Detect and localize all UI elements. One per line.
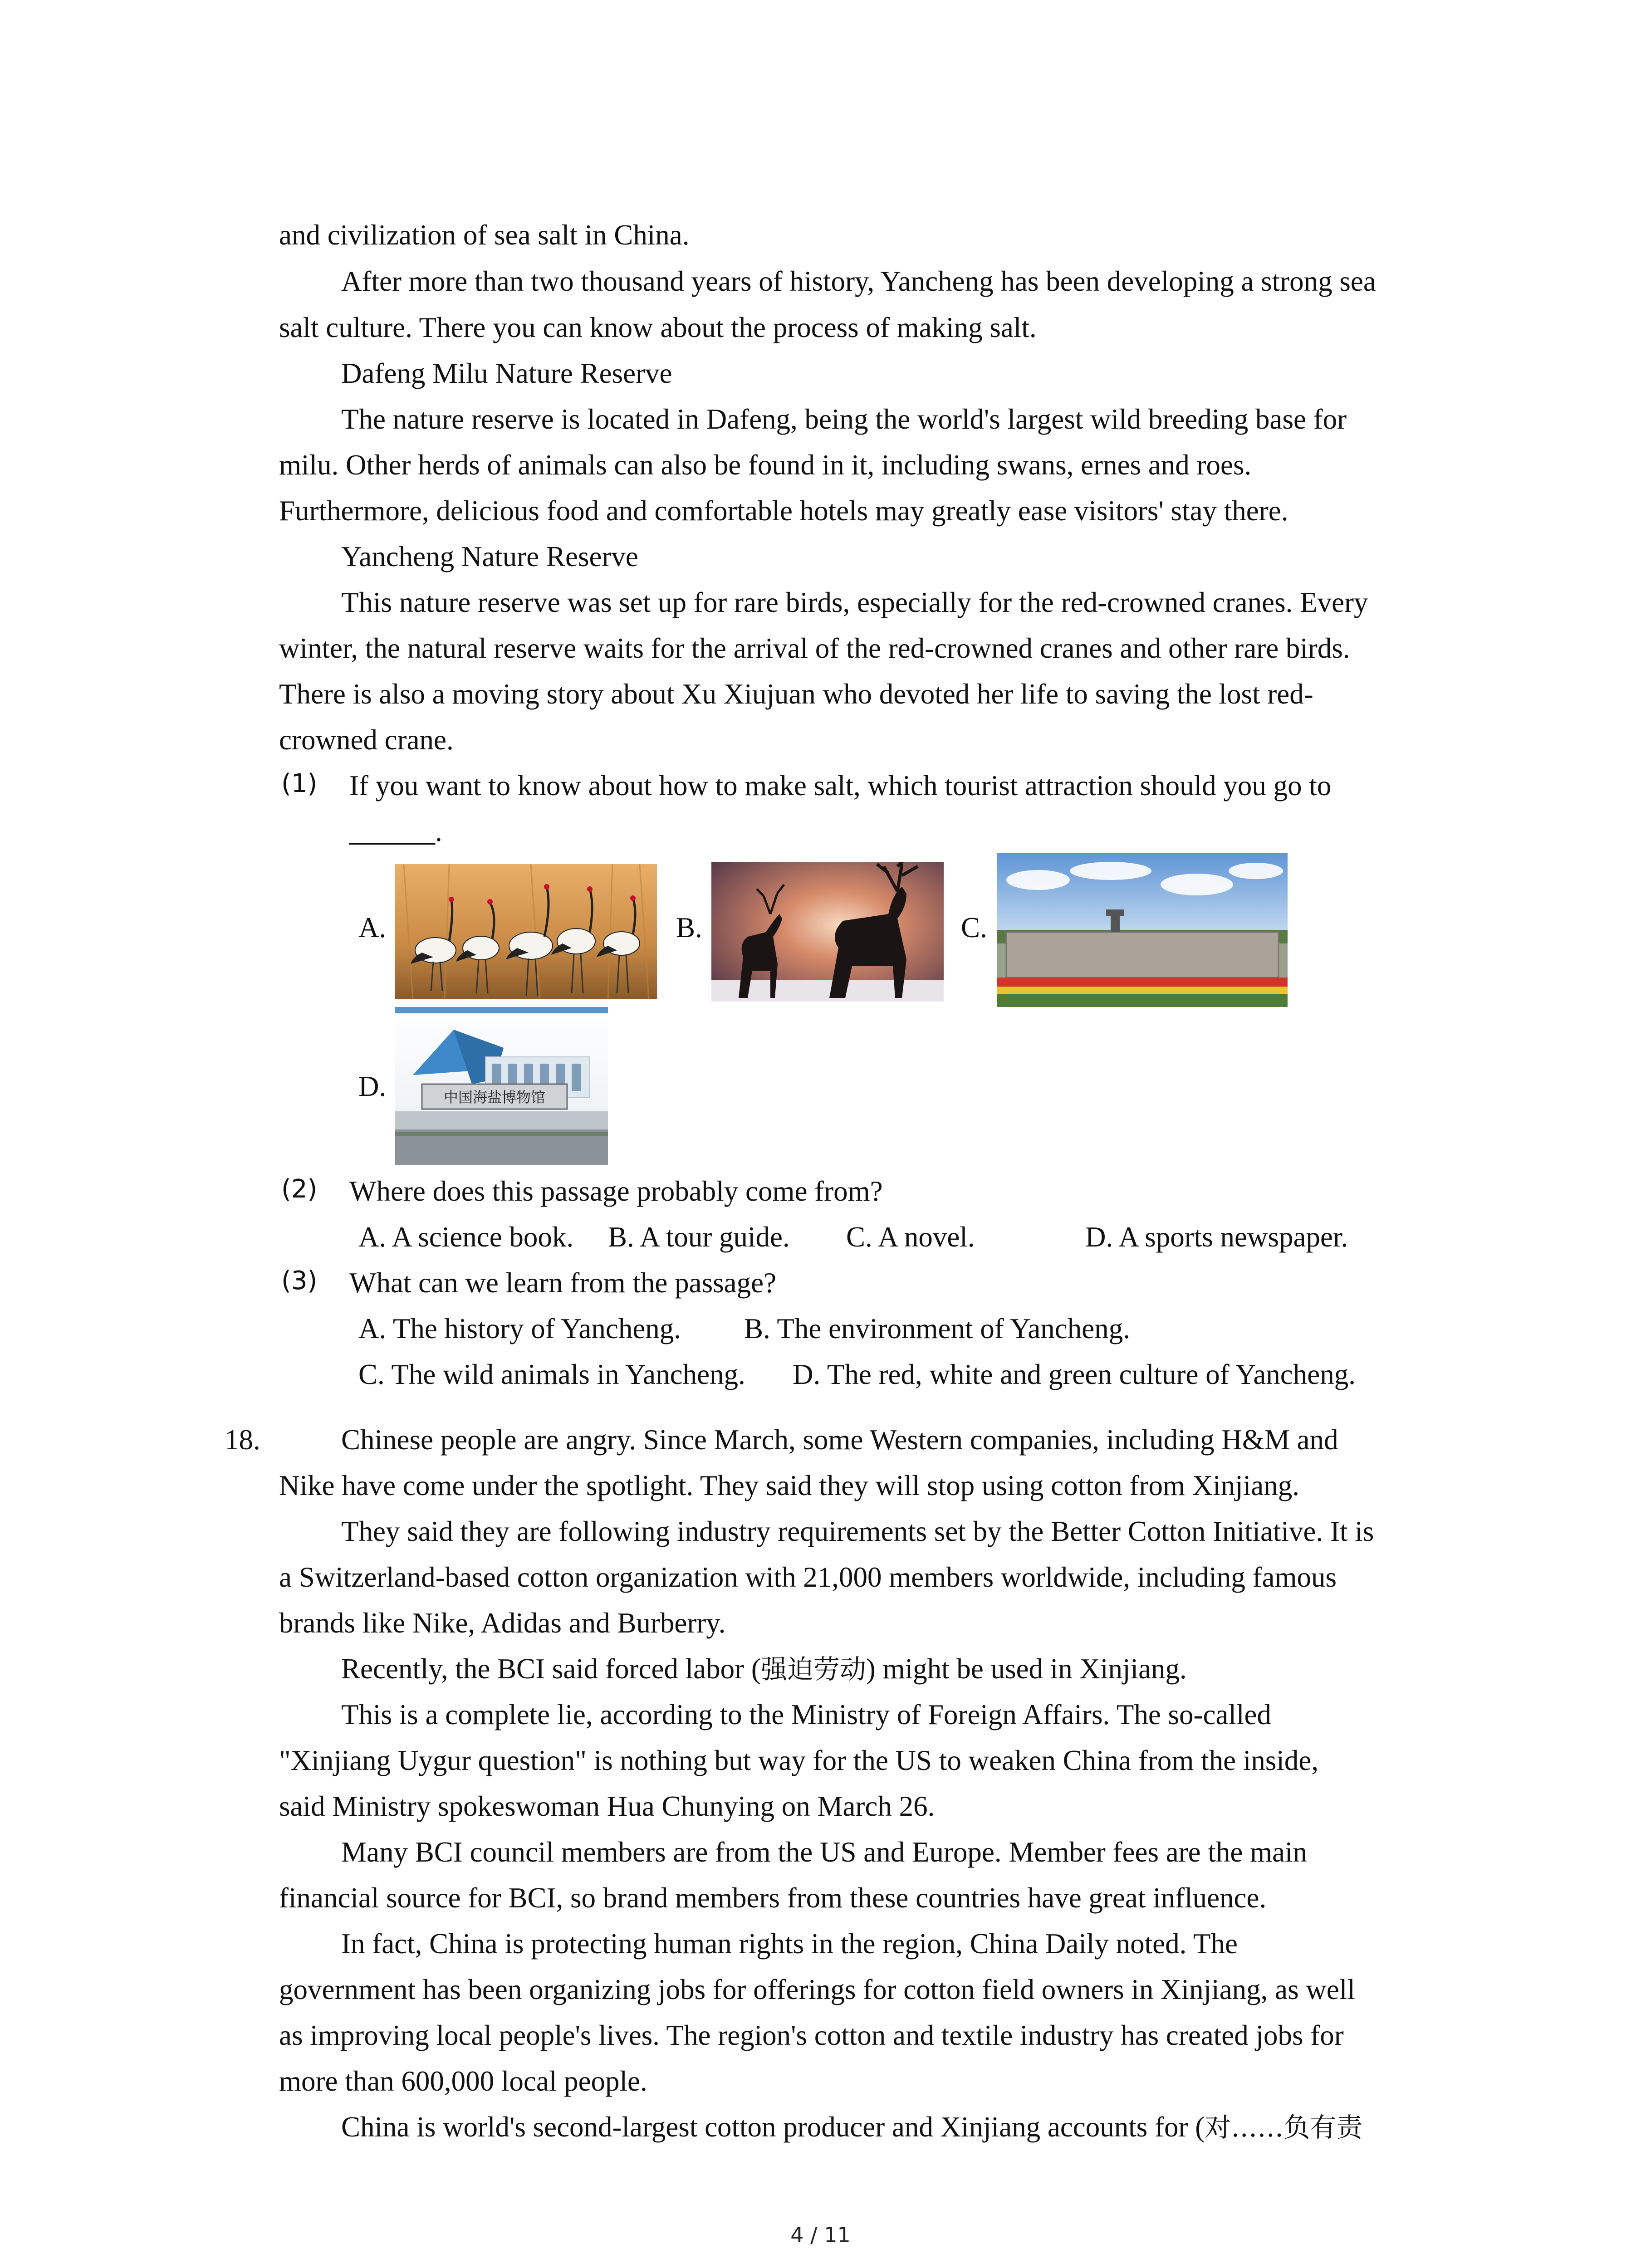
option-d[interactable]: D. A sports newspaper. bbox=[1085, 1221, 1348, 1253]
page-number: 4 / 11 bbox=[790, 2223, 851, 2247]
passage-line: financial source for BCI, so brand members from these countries have great influence. bbox=[279, 1882, 1267, 1914]
passage-line: Many BCI council members are from the US and Europe. Member fees are the main bbox=[341, 1836, 1308, 1868]
park-monument-photo[interactable] bbox=[997, 853, 1288, 1007]
option-a[interactable]: A. The history of Yancheng. bbox=[358, 1313, 681, 1344]
question-text: Where does this passage probably come from? bbox=[349, 1175, 883, 1207]
question-number: (3) bbox=[281, 1266, 318, 1295]
question-text: What can we learn from the passage? bbox=[349, 1267, 777, 1299]
deer-silhouette-photo[interactable] bbox=[711, 862, 944, 1002]
passage-line: In fact, China is protecting human rights in the region, China Daily noted. The bbox=[341, 1928, 1238, 1960]
red-crowned-cranes-photo[interactable] bbox=[395, 864, 657, 999]
option-a[interactable]: A. A science book. bbox=[358, 1221, 574, 1253]
option-b[interactable]: B. The environment of Yancheng. bbox=[744, 1313, 1130, 1344]
passage-line: Chinese people are angry. Since March, some Western companies, including H&M and bbox=[341, 1424, 1338, 1456]
question-number: (1) bbox=[281, 769, 318, 798]
passage-line: as improving local people's lives. The region's cotton and textile industry has created jobs for bbox=[279, 2019, 1344, 2051]
passage-line: China is world's second-largest cotton producer and Xinjiang accounts for (对……负有责 bbox=[341, 2111, 1363, 2143]
option-a-label[interactable]: A. bbox=[358, 912, 387, 943]
section-heading: Dafeng Milu Nature Reserve bbox=[341, 357, 672, 389]
passage-line: a Switzerland-based cotton organization with 21,000 members worldwide, including famous bbox=[279, 1561, 1337, 1593]
passage-line: winter, the natural reserve waits for the arrival of the red-crowned cranes and other rare birds. bbox=[279, 632, 1350, 664]
passage-line: There is also a moving story about Xu Xiujuan who devoted her life to saving the lost red- bbox=[279, 678, 1313, 710]
option-b-label[interactable]: B. bbox=[676, 912, 702, 943]
passage-line: milu. Other herds of animals can also be found in it, including swans, ernes and roes. bbox=[279, 449, 1252, 481]
passage-line: brands like Nike, Adidas and Burberry. bbox=[279, 1607, 726, 1639]
option-d-label[interactable]: D. bbox=[358, 1070, 387, 1102]
passage-line: salt culture. There you can know about the process of making salt. bbox=[279, 312, 1037, 343]
option-d[interactable]: D. The red, white and green culture of Yancheng. bbox=[793, 1359, 1356, 1390]
question-text: If you want to know about how to make salt, which tourist attraction should you go to bbox=[349, 770, 1332, 802]
passage-line: Nike have come under the spotlight. They said they will stop using cotton from Xinjiang. bbox=[279, 1470, 1299, 1501]
passage-line: Recently, the BCI said forced labor (强迫劳动) might be used in Xinjiang. bbox=[341, 1653, 1187, 1685]
option-c[interactable]: C. A novel. bbox=[846, 1221, 975, 1253]
passage-line: Furthermore, delicious food and comfortable hotels may greatly ease visitors' stay there. bbox=[279, 495, 1288, 527]
passage-line: government has been organizing jobs for offerings for cotton field owners in Xinjiang, as well bbox=[279, 1974, 1355, 2005]
option-b[interactable]: B. A tour guide. bbox=[608, 1221, 790, 1253]
passage-line: crowned crane. bbox=[279, 724, 454, 756]
passage-line: This is a complete lie, according to the Ministry of Foreign Affairs. The so-called bbox=[341, 1699, 1271, 1730]
question-number: 18. bbox=[225, 1424, 260, 1456]
museum-sign-text: 中国海盐博物馆 bbox=[443, 1089, 546, 1106]
passage-line: This nature reserve was set up for rare birds, especially for the red-crowned cranes. Every bbox=[341, 587, 1368, 618]
passage-line: said Ministry spokeswoman Hua Chunying on March 26. bbox=[279, 1790, 935, 1822]
passage-line: The nature reserve is located in Dafeng, being the world's largest wild breeding base for bbox=[341, 403, 1347, 435]
sea-salt-museum-photo[interactable] bbox=[395, 1007, 608, 1165]
option-c[interactable]: C. The wild animals in Yancheng. bbox=[358, 1359, 745, 1390]
passage-line: After more than two thousand years of history, Yancheng has been developing a strong sea bbox=[341, 265, 1376, 297]
passage-line: They said they are following industry requirements set by the Better Cotton Initiative. It is bbox=[341, 1515, 1374, 1547]
question-number: (2) bbox=[281, 1174, 318, 1204]
section-heading: Yancheng Nature Reserve bbox=[341, 541, 638, 572]
option-c-label[interactable]: C. bbox=[961, 912, 987, 943]
passage-line: "Xinjiang Uygur question" is nothing but way for the US to weaken China from the inside, bbox=[279, 1745, 1319, 1776]
passage-line: and civilization of sea salt in China. bbox=[279, 219, 690, 251]
answer-blank: ______. bbox=[349, 816, 442, 847]
passage-line: more than 600,000 local people. bbox=[279, 2065, 647, 2097]
